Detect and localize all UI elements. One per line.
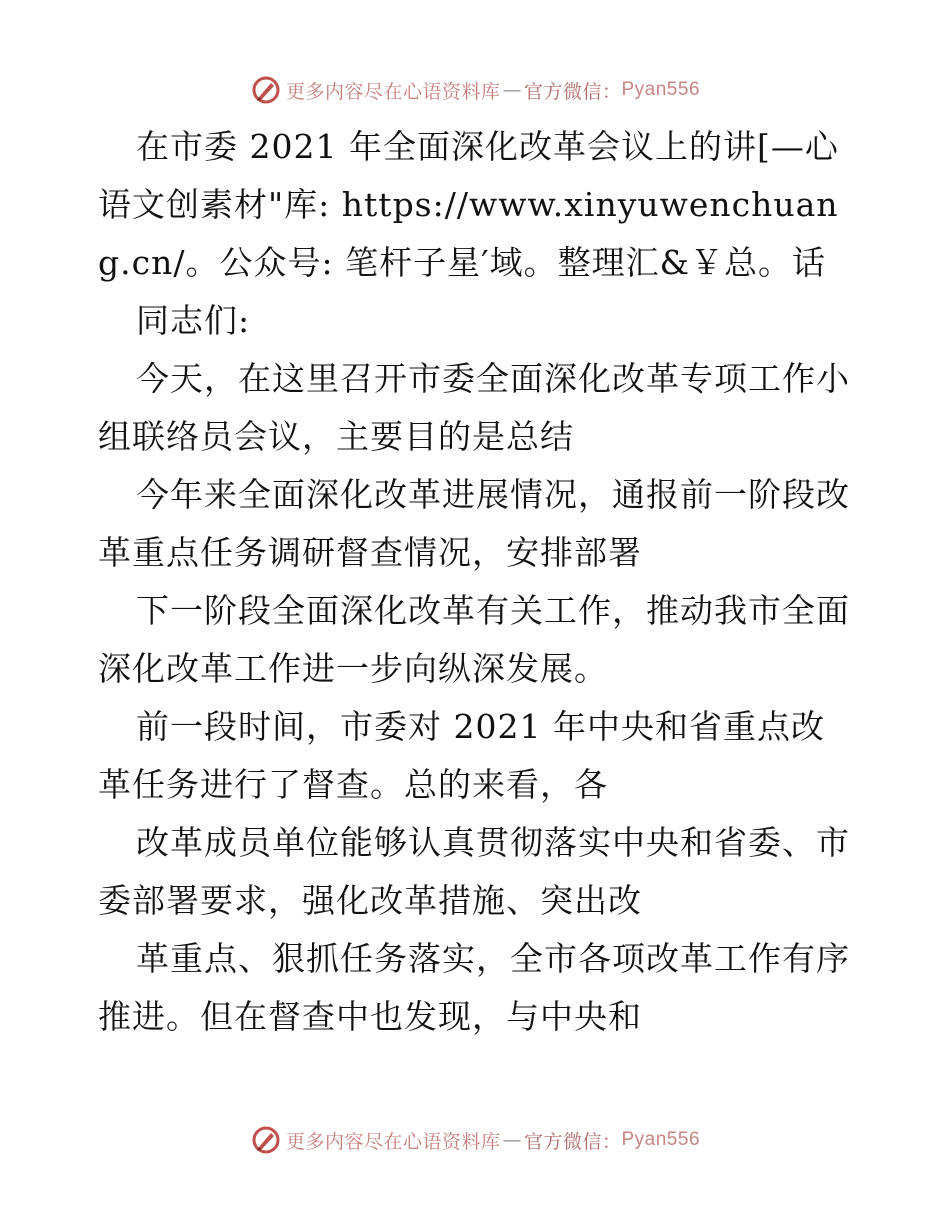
watermark-contact-id: Pyan556 <box>621 1129 701 1150</box>
paragraph-title: 在市委 2021 年全面深化改革会议上的讲[—心语文创素材"库: https://www.xinyuwenchuang.cn/。公众号: 笔杆子星′域。整理汇&￥总。话 <box>98 127 839 282</box>
paragraph: 改革成员单位能够认真贯彻落实中央和省委、市委部署要求，强化改革措施、突出改 <box>98 823 850 920</box>
document-body <box>98 118 858 1046</box>
watermark-separator: — <box>502 79 522 101</box>
watermark-contact-label: 官方微信： <box>523 80 622 103</box>
paragraph: 下一阶段全面深化改革有关工作，推动我市全面深化改革工作进一步向纵深发展。 <box>98 591 850 688</box>
paragraph: 今年来全面深化改革进展情况，通报前一阶段改革重点任务调研督查情况，安排部署 <box>98 475 850 572</box>
watermark-contact-label: 官方微信： <box>523 1130 622 1153</box>
watermark-contact-id: Pyan556 <box>621 79 701 100</box>
paragraph: 今天，在这里召开市委全面深化改革专项工作小组联络员会议，主要目的是总结 <box>98 359 850 456</box>
pen-circle-logo-icon <box>250 1124 282 1156</box>
watermark-main-text: 更多内容尽在心语资料库 <box>285 80 501 103</box>
pen-circle-logo-icon <box>250 74 282 106</box>
paragraph: 前一段时间，市委对 2021 年中央和省重点改革任务进行了督查。总的来看，各 <box>98 707 825 804</box>
paragraph: 革重点、狠抓任务落实，全市各项改革工作有序推进。但在督查中也发现，与中央和 <box>98 939 850 1036</box>
watermark-separator: — <box>502 1129 522 1151</box>
watermark-main-text: 更多内容尽在心语资料库 <box>285 1130 501 1153</box>
header-watermark <box>0 70 950 110</box>
paragraph-salutation: 同志们: <box>136 301 251 340</box>
footer-watermark <box>0 1120 950 1160</box>
